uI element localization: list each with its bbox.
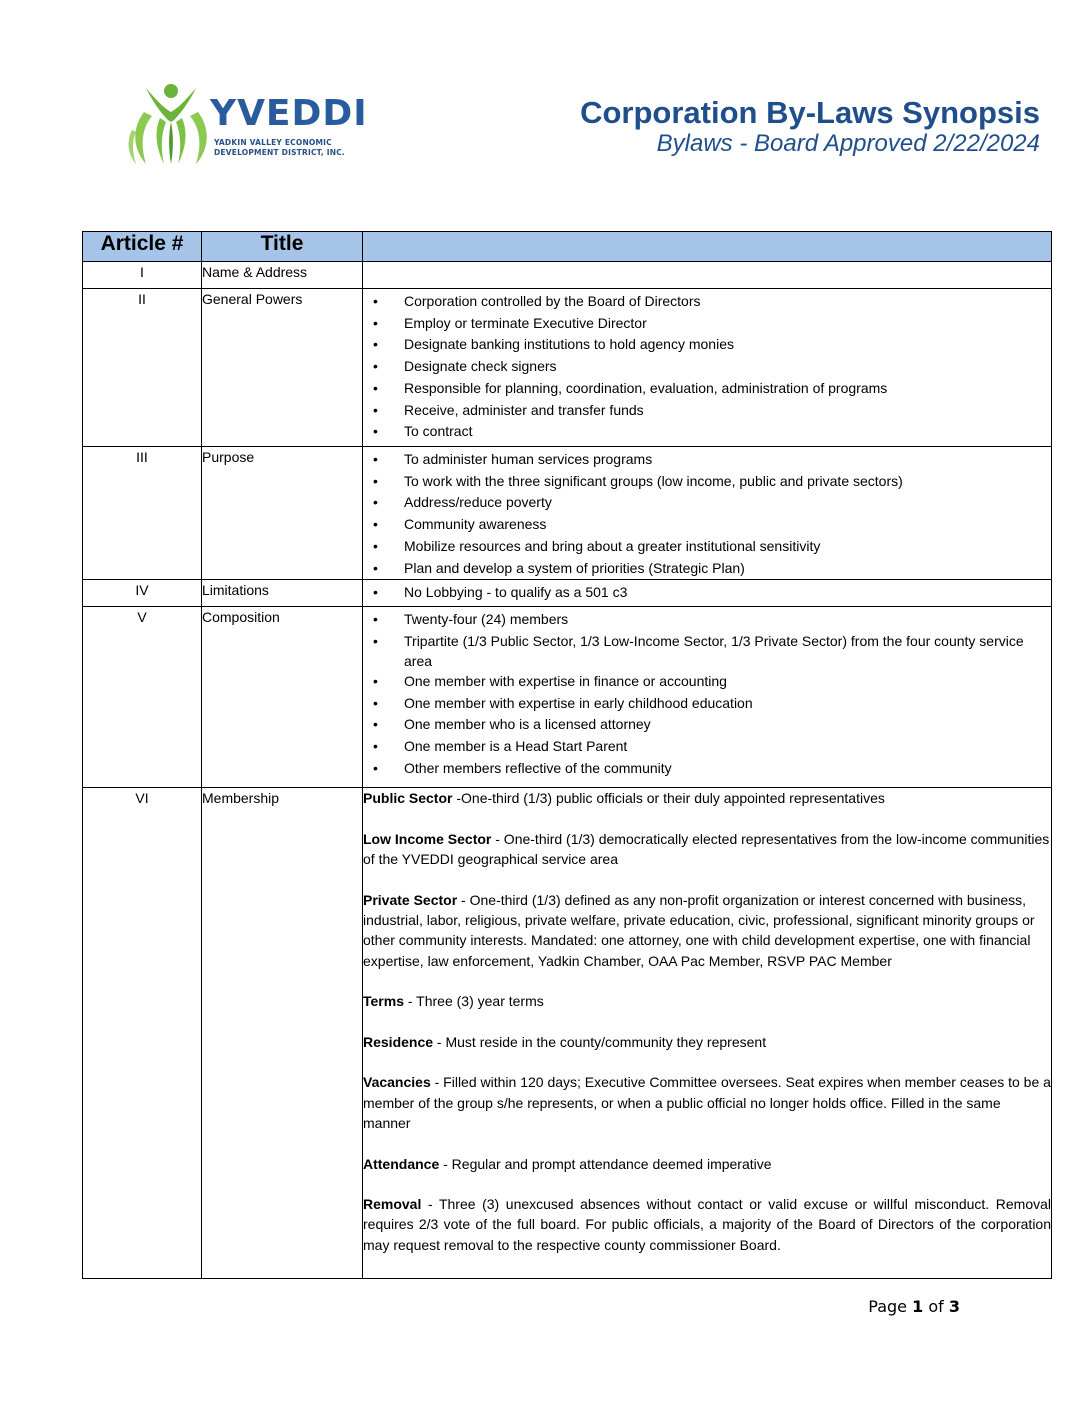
- article-title: Membership: [202, 788, 363, 1279]
- list-item: • One member is a Head Start Parent: [363, 736, 1051, 758]
- table-row: [83, 289, 1052, 447]
- list-item: • No Lobbying - to qualify as a 501 c3: [363, 582, 1051, 604]
- list-item: • Community awareness: [363, 514, 1051, 536]
- document-subtitle: Bylaws - Board Approved 2/22/2024: [656, 130, 1040, 157]
- header-title: Title: [202, 232, 363, 262]
- list-item: • One member who is a licensed attorney: [363, 714, 1051, 736]
- article-title: Limitations: [202, 580, 363, 607]
- list-item: • To administer human services programs: [363, 449, 1051, 471]
- membership-entry: Removal - Three (3) unexcused absences without contact or valid excuse or willful misconduct. Removal requires 2/3 vote of the full board. For public officials, a majority of the Board of Directors of the corporation may request removal to the respective county commissioner Board.: [363, 1196, 1051, 1253]
- list-item: • One member with expertise in early childhood education: [363, 693, 1051, 715]
- bullet-list: [363, 607, 1051, 779]
- membership-entry: Terms - Three (3) year terms: [363, 993, 544, 1010]
- article-number: VI: [83, 788, 202, 1279]
- bullet-list: [363, 289, 1051, 443]
- list-item: • Receive, administer and transfer funds: [363, 400, 1051, 422]
- article-title: Name & Address: [202, 262, 363, 289]
- membership-details: [363, 788, 1052, 1279]
- article-title: General Powers: [202, 289, 363, 447]
- list-item: • Mobilize resources and bring about a greater institutional sensitivity: [363, 536, 1051, 558]
- bylaws-table: [82, 231, 1052, 1279]
- list-item: • Other members reflective of the community: [363, 758, 1051, 780]
- list-item: • Plan and develop a system of priorities (Strategic Plan): [363, 558, 1051, 580]
- membership-entry: Attendance - Regular and prompt attendance deemed imperative: [363, 1155, 772, 1172]
- membership-entry: Low Income Sector - One-third (1/3) democratically elected representatives from the low-income communities of the YVEDDI geographical service area: [363, 830, 1050, 868]
- table-row: [83, 447, 1052, 580]
- table-header-row: [83, 232, 1052, 262]
- page-number: Page 1 of 3: [868, 1297, 960, 1316]
- list-item: • Responsible for planning, coordination, evaluation, administration of programs: [363, 378, 1051, 400]
- title-block: [580, 96, 1040, 158]
- bullet-list: [363, 580, 1051, 604]
- article-details: [363, 580, 1052, 607]
- list-item: • Employ or terminate Executive Director: [363, 313, 1051, 335]
- table-row: [83, 788, 1052, 1279]
- bullet-list: [363, 447, 1051, 579]
- membership-entry: Public Sector -One-third (1/3) public officials or their duly appointed representatives: [363, 790, 885, 807]
- list-item: • Designate banking institutions to hold agency monies: [363, 334, 1051, 356]
- article-number: V: [83, 607, 202, 788]
- list-item: • Designate check signers: [363, 356, 1051, 378]
- header-details: [363, 232, 1052, 262]
- article-details: [363, 289, 1052, 447]
- list-item: • Address/reduce poverty: [363, 492, 1051, 514]
- article-title: Purpose: [202, 447, 363, 580]
- logo-subtitle: YADKIN VALLEY ECONOMIC DEVELOPMENT DISTRICT, INC.: [214, 138, 345, 157]
- logo-figure-icon: [124, 82, 210, 166]
- article-number: IV: [83, 580, 202, 607]
- list-item: • Corporation controlled by the Board of Directors: [363, 291, 1051, 313]
- list-item: • One member with expertise in finance or accounting: [363, 671, 1051, 693]
- header-article: Article #: [83, 232, 202, 262]
- membership-entry: Private Sector - One-third (1/3) defined as any non-profit organization or interest concerned with business, industrial, labor, religious, private welfare, private education, civic, professional, significant minority groups or other community interests. Mandated: one attorney, one with child development expertise, one with financial expertise, law enforcement, Yadkin Chamber, OAA Pac Member, RSVP PAC Member: [363, 891, 1035, 969]
- article-title: Composition: [202, 607, 363, 788]
- list-item: • Twenty-four (24) members: [363, 609, 1051, 631]
- article-number: I: [83, 262, 202, 289]
- membership-entry: Vacancies - Filled within 120 days; Executive Committee oversees. Seat expires when member ceases to be a member of the group s/he represents, or when a public official no longer holds office. Filled in the same manner: [363, 1074, 1051, 1131]
- article-details: [363, 447, 1052, 580]
- list-item: • To contract: [363, 421, 1051, 443]
- article-details: [363, 607, 1052, 788]
- table-row: [83, 607, 1052, 788]
- table-row: [83, 580, 1052, 607]
- document-title: Corporation By-Laws Synopsis: [580, 95, 1040, 130]
- list-item: • To work with the three significant groups (low income, public and private sectors): [363, 471, 1051, 493]
- yveddi-logo: [124, 82, 368, 166]
- article-number: II: [83, 289, 202, 447]
- table-row: [83, 262, 1052, 289]
- article-number: III: [83, 447, 202, 580]
- article-details: [363, 262, 1052, 289]
- list-item: • Tripartite (1/3 Public Sector, 1/3 Low-Income Sector, 1/3 Private Sector) from the four county service area: [363, 631, 1051, 671]
- logo-wordmark: YVEDDI: [210, 93, 368, 134]
- membership-entry: Residence - Must reside in the county/community they represent: [363, 1033, 767, 1050]
